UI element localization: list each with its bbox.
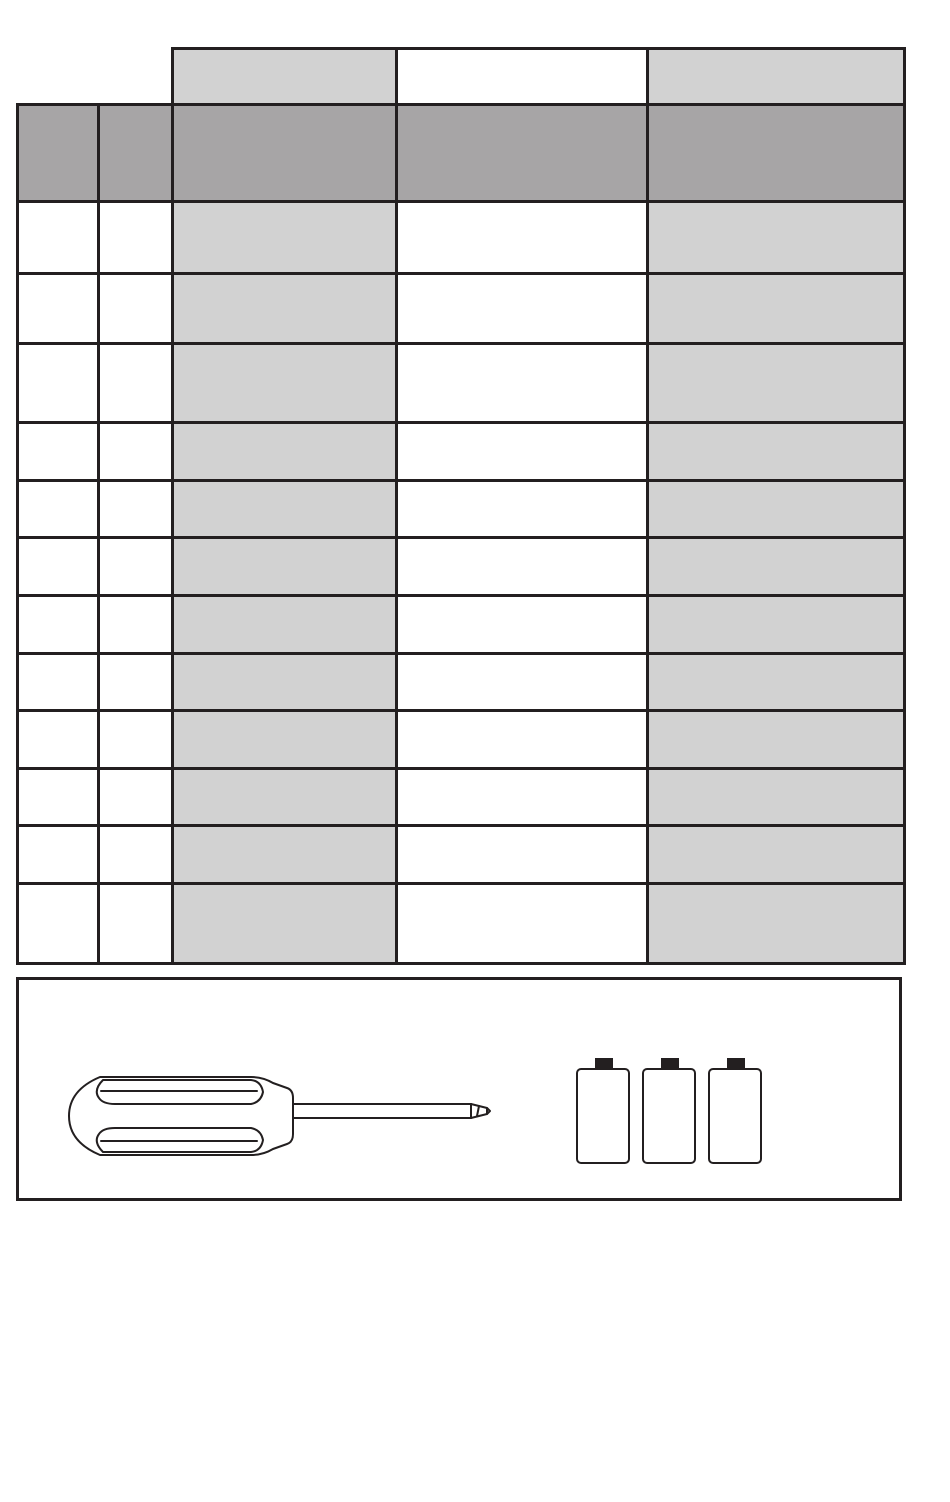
table-cell <box>171 421 398 482</box>
table-cell <box>16 342 100 424</box>
table-cell <box>97 709 174 770</box>
table-cell <box>395 824 649 885</box>
table-cell <box>16 824 100 885</box>
table-cell <box>395 882 649 965</box>
table-cell <box>646 652 906 712</box>
table-cell <box>646 200 906 275</box>
table-cell <box>97 200 174 275</box>
top-header-cell <box>395 47 649 106</box>
top-header-cell <box>646 47 906 106</box>
screwdriver-icon <box>69 1077 490 1155</box>
table-cell <box>16 767 100 827</box>
table-cell <box>171 709 398 770</box>
top-header-cell <box>171 47 398 106</box>
table-cell <box>395 479 649 539</box>
table-cell <box>16 421 100 482</box>
table-cell <box>395 536 649 597</box>
table-cell <box>171 342 398 424</box>
table-cell <box>97 882 174 965</box>
table-cell <box>16 272 100 345</box>
table-cell <box>646 882 906 965</box>
table-cell <box>395 200 649 275</box>
table-cell <box>16 709 100 770</box>
tools-illustration <box>19 980 905 1204</box>
table-cell <box>171 652 398 712</box>
table-cell <box>16 479 100 539</box>
table-cell <box>97 272 174 345</box>
table-cell <box>395 272 649 345</box>
table-cell <box>646 594 906 655</box>
table-cell <box>16 536 100 597</box>
table-cell <box>97 479 174 539</box>
table-cell <box>97 342 174 424</box>
table-cell <box>646 342 906 424</box>
table-cell <box>646 272 906 345</box>
table-cell <box>395 709 649 770</box>
table-cell <box>171 882 398 965</box>
table-cell <box>97 421 174 482</box>
table-cell <box>171 767 398 827</box>
column-header-cell <box>171 103 398 203</box>
table-cell <box>97 652 174 712</box>
column-header-cell <box>97 103 174 203</box>
tools-required-box <box>16 977 902 1201</box>
table-cell <box>395 767 649 827</box>
table-cell <box>395 652 649 712</box>
table-cell <box>97 536 174 597</box>
table-cell <box>97 594 174 655</box>
table-cell <box>16 652 100 712</box>
table-cell <box>171 200 398 275</box>
table-cell <box>646 709 906 770</box>
table-cell <box>171 272 398 345</box>
table-cell <box>171 479 398 539</box>
battery-icon <box>643 1058 695 1163</box>
table-cell <box>16 200 100 275</box>
table-cell <box>395 342 649 424</box>
column-header-cell <box>646 103 906 203</box>
table-cell <box>395 421 649 482</box>
table-cell <box>646 767 906 827</box>
table-cell <box>16 594 100 655</box>
table-cell <box>171 594 398 655</box>
table-cell <box>395 594 649 655</box>
table-cell <box>97 767 174 827</box>
table-cell <box>171 536 398 597</box>
battery-icon <box>577 1058 629 1163</box>
table-cell <box>16 882 100 965</box>
table-cell <box>646 479 906 539</box>
column-header-cell <box>16 103 100 203</box>
battery-icon <box>709 1058 761 1163</box>
table-cell <box>97 824 174 885</box>
table-cell <box>646 824 906 885</box>
table-cell <box>171 824 398 885</box>
table-cell <box>646 536 906 597</box>
table-cell <box>646 421 906 482</box>
column-header-cell <box>395 103 649 203</box>
